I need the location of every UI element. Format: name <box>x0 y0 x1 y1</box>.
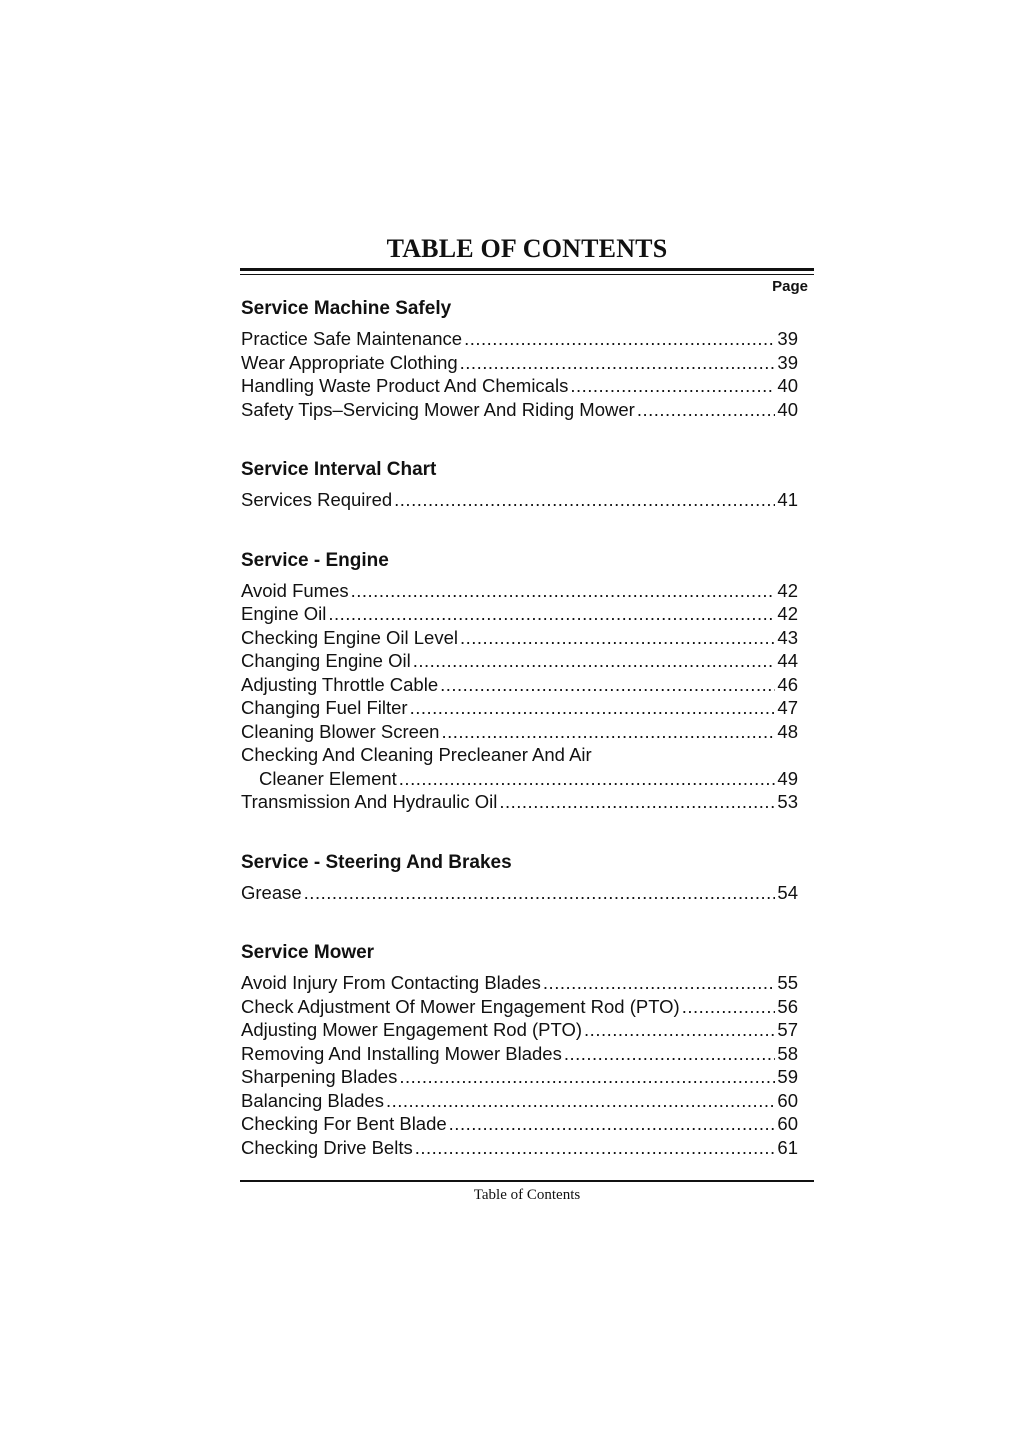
toc-entry-label: Grease <box>241 881 302 903</box>
dot-leader <box>564 1042 776 1066</box>
dot-leader <box>304 881 776 905</box>
toc-entry-label: Changing Fuel Filter <box>241 697 408 718</box>
toc-entry-label: Balancing Blades <box>241 1089 384 1111</box>
dot-leader <box>386 1089 775 1113</box>
toc-entry <box>241 673 798 697</box>
toc-entry-page-number: 60 <box>777 1089 798 1111</box>
section-heading: Service - Steering And Brakes <box>241 851 512 873</box>
toc-entry <box>241 790 798 814</box>
toc-entry-label: Wear Appropriate Clothing <box>241 351 458 373</box>
toc-entry-page-number: 57 <box>777 1019 798 1040</box>
dot-leader <box>441 720 775 744</box>
toc-entry-page-number: 48 <box>777 720 798 742</box>
toc-entry-page-number: 55 <box>777 972 798 993</box>
toc-entry <box>241 971 798 995</box>
toc-entry-page-number: 61 <box>777 1136 798 1158</box>
toc-section <box>241 938 798 1159</box>
toc-entry <box>241 1089 798 1113</box>
dot-leader <box>399 1065 775 1089</box>
section-heading: Service Mower <box>241 942 375 963</box>
dot-leader <box>543 971 776 995</box>
dot-leader <box>413 649 776 673</box>
toc-entry-label: Adjusting Mower Engagement Rod (PTO) <box>241 1019 583 1040</box>
section-heading: Service Machine Safely <box>241 298 452 319</box>
toc-entry-page-number: 53 <box>777 791 798 812</box>
toc-entry-label: Checking For Bent Blade <box>241 1113 447 1134</box>
toc-entry <box>241 1018 798 1042</box>
toc-entry <box>241 374 798 398</box>
toc-entry-label: Avoid Injury From Contacting Blades <box>241 972 541 993</box>
dot-leader <box>499 790 775 814</box>
dot-leader <box>460 351 776 375</box>
toc-section <box>241 455 798 512</box>
toc-entry-page-number: 40 <box>777 398 798 420</box>
toc-entry <box>241 696 798 720</box>
toc-entry-continuation: Cleaner Element <box>259 767 397 789</box>
dot-leader <box>394 488 775 512</box>
dot-leader <box>351 579 776 603</box>
toc-entry-label: Check Adjustment Of Mower Engagement Rod (PTO) <box>241 995 680 1017</box>
toc-entry-label: Checking Engine Oil Level <box>241 626 458 648</box>
dot-leader <box>410 696 776 720</box>
toc-entry <box>241 649 798 673</box>
dot-leader <box>682 995 776 1019</box>
section-heading: Service Interval Chart <box>241 459 437 480</box>
toc-entry-page-number: 54 <box>777 881 798 903</box>
dot-leader <box>460 626 775 650</box>
toc-entry <box>241 720 798 744</box>
toc-entry <box>241 1065 798 1089</box>
toc-list <box>241 294 798 1193</box>
toc-entry-label: Transmission And Hydraulic Oil <box>241 791 498 812</box>
entry-list <box>241 579 798 814</box>
toc-entry <box>241 881 798 905</box>
dot-leader <box>584 1018 775 1042</box>
toc-section <box>241 546 798 814</box>
dot-leader <box>440 673 775 697</box>
toc-entry <box>241 626 798 650</box>
toc-section <box>241 848 798 905</box>
toc-entry-label: Adjusting Throttle Cable <box>241 673 439 695</box>
toc-entry-page-number: 42 <box>777 603 798 624</box>
toc-entry-label: Removing And Installing Mower Blades <box>241 1042 562 1064</box>
entry-list <box>241 881 798 905</box>
dot-leader <box>449 1112 776 1136</box>
toc-entry <box>241 327 798 351</box>
toc-entry <box>241 351 798 375</box>
entry-list <box>241 488 798 512</box>
entry-list <box>241 971 798 1159</box>
toc-entry <box>241 602 798 626</box>
toc-entry-page-number: 41 <box>777 489 798 510</box>
toc-entry-label: Checking Drive Belts <box>241 1136 413 1158</box>
page-title: TABLE OF CONTENTS <box>386 234 668 263</box>
toc-entry-page-number: 43 <box>777 626 798 648</box>
title-rule-thick <box>240 268 814 271</box>
toc-entry-label: Changing Engine Oil <box>241 650 411 671</box>
toc-entry-page-number: 46 <box>777 673 798 695</box>
title-rule-thin <box>240 274 814 275</box>
toc-entry <box>241 1112 798 1136</box>
toc-entry-label: Avoid Fumes <box>241 579 349 601</box>
dot-leader <box>637 398 776 422</box>
toc-entry <box>241 1136 798 1160</box>
toc-entry-page-number: 39 <box>777 328 798 349</box>
page-footer: Table of Contents <box>473 1187 581 1203</box>
toc-entry <box>241 488 798 512</box>
entry-list <box>241 327 798 421</box>
toc-entry-label: Sharpening Blades <box>241 1066 398 1087</box>
dot-leader <box>415 1136 776 1160</box>
toc-entry-page-number: 39 <box>777 351 798 373</box>
toc-section <box>241 294 798 421</box>
dot-leader <box>399 767 776 791</box>
toc-entry-page-number: 58 <box>777 1042 798 1064</box>
toc-entry-label: Engine Oil <box>241 603 327 624</box>
toc-entry-label: Practice Safe Maintenance <box>241 328 463 349</box>
toc-entry-page-number: 59 <box>777 1066 798 1087</box>
toc-entry-page-number: 47 <box>777 697 798 718</box>
dot-leader <box>464 327 775 351</box>
page-column-label: Page <box>772 278 808 295</box>
toc-entry <box>241 398 798 422</box>
dot-leader <box>570 374 775 398</box>
footer-rule <box>240 1180 814 1182</box>
section-heading: Service - Engine <box>241 549 389 571</box>
toc-entry-page-number: 42 <box>777 579 798 601</box>
toc-entry-label: Handling Waste Product And Chemicals <box>241 375 569 396</box>
toc-entry-page-number: 56 <box>777 995 798 1017</box>
toc-entry-page-number: 60 <box>777 1113 798 1134</box>
toc-entry-label: Services Required <box>241 489 393 510</box>
toc-entry <box>241 1042 798 1066</box>
toc-entry-label: Safety Tips–Servicing Mower And Riding Mower <box>241 398 635 420</box>
toc-entry-page-number: 44 <box>777 650 798 671</box>
toc-entry <box>241 995 798 1019</box>
toc-entry-page-number: 40 <box>777 375 798 396</box>
dot-leader <box>328 602 775 626</box>
toc-entry <box>241 767 798 791</box>
toc-entry-label: Cleaning Blower Screen <box>241 720 440 742</box>
toc-entry <box>241 579 798 603</box>
toc-entry-page-number: 49 <box>777 767 798 789</box>
toc-entry-label: Checking And Cleaning Precleaner And Air <box>241 744 592 765</box>
